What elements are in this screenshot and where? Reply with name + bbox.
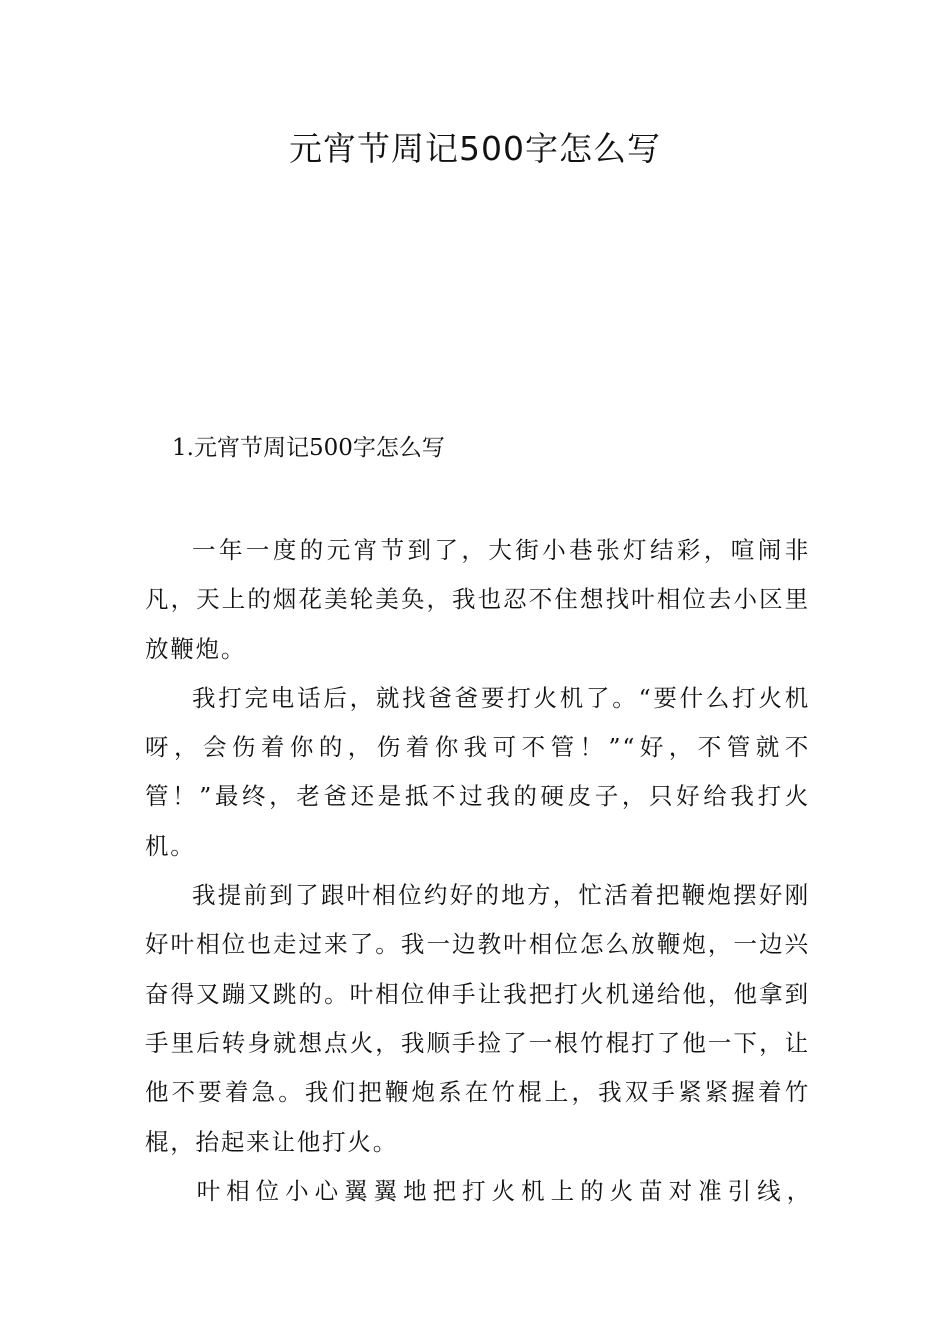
paragraph-3: 我提前到了跟叶相位约好的地方，忙活着把鞭炮摆好刚好叶相位也走过来了。我一边教叶相位怎么放鞭炮，一边兴奋得又蹦又跳的。叶相位伸手让我把打火机递给他，他拿到手里后转身就想点火，我顺手捡了一根竹棍打了他一下，让他不要着急。我们把鞭炮系在竹棍上，我双手紧紧握着竹棍，抬起来让他打火。 [145, 881, 810, 1156]
document-body [145, 526, 817, 1216]
paragraph-1: 一年一度的元宵节到了，大街小巷张灯结彩，喧闹非凡，天上的烟花美轮美奂，我也忍不住想找叶相位去小区里放鞭炮。 [145, 536, 810, 663]
document-title: 元宵节周记500字怎么写 [289, 129, 661, 168]
paragraph-2: 我打完电话后，就找爸爸要打火机了。“要什么打火机呀，会伤着你的，伤着你我可不管！”“好，不管就不管！”最终，老爸还是抵不过我的硬皮子，只好给我打火机。 [145, 683, 810, 860]
paragraph-4: 叶相位小心翼翼地把打火机上的火苗对准引线， [196, 1176, 817, 1205]
section-heading: 1.元宵节周记500字怎么写 [172, 435, 445, 461]
